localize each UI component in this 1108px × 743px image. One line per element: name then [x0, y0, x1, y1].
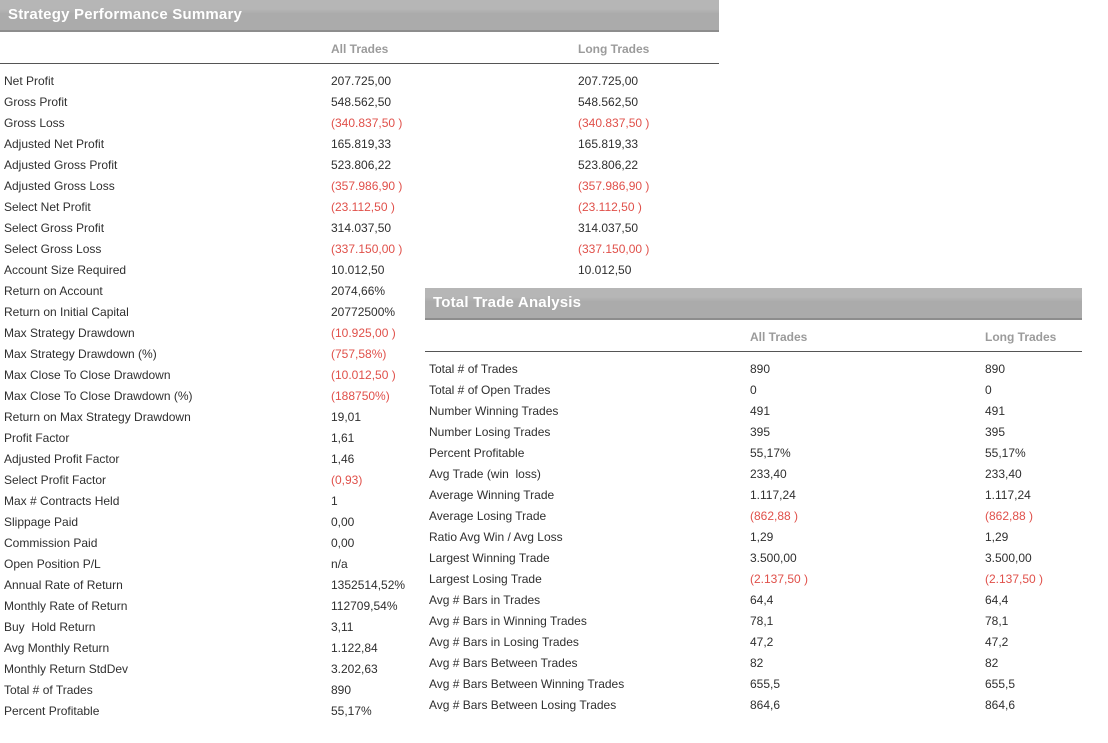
all-trades-value: 2074,66%	[331, 284, 386, 298]
all-trades-value: 82	[750, 656, 764, 670]
all-trades-value: (23.112,50 )	[331, 200, 395, 214]
row-label: Number Losing Trades	[429, 425, 551, 439]
all-trades-value: 112709,54%	[331, 599, 398, 613]
all-trades-value: 1,29	[750, 530, 774, 544]
table-row	[425, 695, 1082, 716]
long-trades-value: 64,4	[985, 593, 1009, 607]
long-trades-value: 1,29	[985, 530, 1009, 544]
long-trades-value: 78,1	[985, 614, 1009, 628]
all-trades-value: 19,01	[331, 410, 362, 424]
row-label: Avg # Bars in Losing Trades	[429, 635, 579, 649]
row-label: Return on Max Strategy Drawdown	[4, 410, 191, 424]
all-trades-value: 1,46	[331, 452, 355, 466]
all-trades-value: 3.500,00	[750, 551, 797, 565]
table-row	[0, 218, 719, 239]
row-label: Open Position P/L	[4, 557, 101, 571]
long-trades-value: 890	[985, 362, 1006, 376]
long-trades-value: (862,88 )	[985, 509, 1034, 523]
long-trades-value: 1.117,24	[985, 488, 1031, 502]
all-trades-value: 1352514,52%	[331, 578, 406, 592]
table-row	[425, 485, 1082, 506]
all-trades-value: 47,2	[750, 635, 774, 649]
all-trades-value: 1.122,84	[331, 641, 378, 655]
row-label: Max Close To Close Drawdown	[4, 368, 171, 382]
row-label: Monthly Return StdDev	[4, 662, 129, 676]
row-label: Avg Monthly Return	[4, 641, 110, 655]
row-label: Slippage Paid	[4, 515, 79, 529]
table-row	[425, 611, 1082, 632]
total-trade-analysis-panel	[425, 288, 1082, 716]
column-header-all-trades: All Trades	[750, 330, 808, 344]
long-trades-value: 47,2	[985, 635, 1009, 649]
row-label: Max # Contracts Held	[4, 494, 120, 508]
row-label: Ratio Avg Win / Avg Loss	[429, 530, 563, 544]
row-label: Profit Factor	[4, 431, 70, 445]
long-trades-value: (357.986,90 )	[578, 179, 650, 193]
column-header-long-trades: Long Trades	[985, 330, 1057, 344]
long-trades-value: (2.137,50 )	[985, 572, 1044, 586]
panel-header-bar	[0, 0, 719, 32]
column-headers	[0, 32, 719, 64]
row-label: Number Winning Trades	[429, 404, 559, 418]
table-row	[425, 443, 1082, 464]
long-trades-value: (340.837,50 )	[578, 116, 650, 130]
row-label: Return on Account	[4, 284, 103, 298]
all-trades-value: 78,1	[750, 614, 774, 628]
row-label: Return on Initial Capital	[4, 305, 129, 319]
row-label: Account Size Required	[4, 263, 127, 277]
all-trades-value: 165.819,33	[331, 137, 392, 151]
table-row	[425, 380, 1082, 401]
row-label: Select Net Profit	[4, 200, 91, 214]
row-label: Gross Profit	[4, 95, 68, 109]
all-trades-value: 864,6	[750, 698, 781, 712]
row-label: Average Winning Trade	[429, 488, 555, 502]
table-body	[425, 352, 1082, 716]
all-trades-value: 64,4	[750, 593, 774, 607]
all-trades-value: (2.137,50 )	[750, 572, 809, 586]
long-trades-value: 3.500,00	[985, 551, 1032, 565]
panel-header-bar	[425, 288, 1082, 320]
row-label: Percent Profitable	[429, 446, 525, 460]
table-row	[425, 632, 1082, 653]
all-trades-value: 20772500%	[331, 305, 396, 319]
table-row	[425, 590, 1082, 611]
row-label: Avg Trade (win loss)	[429, 467, 541, 481]
all-trades-value: (862,88 )	[750, 509, 799, 523]
row-label: Max Strategy Drawdown	[4, 326, 135, 340]
all-trades-value: 233,40	[750, 467, 787, 481]
all-trades-value: 548.562,50	[331, 95, 392, 109]
long-trades-value: (23.112,50 )	[578, 200, 642, 214]
table-row	[0, 197, 719, 218]
row-label: Avg # Bars Between Trades	[429, 656, 578, 670]
row-label: Max Close To Close Drawdown (%)	[4, 389, 193, 403]
all-trades-value: 314.037,50	[331, 221, 392, 235]
all-trades-value: (357.986,90 )	[331, 179, 403, 193]
row-label: Select Gross Profit	[4, 221, 105, 235]
table-row	[425, 506, 1082, 527]
long-trades-value: 233,40	[985, 467, 1022, 481]
column-header-all-trades: All Trades	[331, 42, 389, 56]
table-row	[0, 113, 719, 134]
row-label: Avg # Bars in Winning Trades	[429, 614, 587, 628]
row-label: Max Strategy Drawdown (%)	[4, 347, 157, 361]
all-trades-value: 3.202,63	[331, 662, 378, 676]
table-row	[425, 401, 1082, 422]
table-row	[0, 260, 719, 281]
column-headers	[425, 320, 1082, 352]
all-trades-value: 1	[331, 494, 338, 508]
all-trades-value: 523.806,22	[331, 158, 392, 172]
table-row	[425, 422, 1082, 443]
table-row	[425, 674, 1082, 695]
row-label: Adjusted Gross Profit	[4, 158, 118, 172]
row-label: Adjusted Gross Loss	[4, 179, 115, 193]
long-trades-value: 82	[985, 656, 999, 670]
all-trades-value: (340.837,50 )	[331, 116, 403, 130]
table-row	[425, 527, 1082, 548]
all-trades-value: 0	[750, 383, 757, 397]
all-trades-value: 655,5	[750, 677, 781, 691]
long-trades-value: (337.150,00 )	[578, 242, 650, 256]
table-row	[0, 176, 719, 197]
table-row	[0, 155, 719, 176]
row-label: Total # of Trades	[4, 683, 93, 697]
row-label: Avg # Bars in Trades	[429, 593, 541, 607]
all-trades-value: 10.012,50	[331, 263, 385, 277]
table-row	[425, 464, 1082, 485]
row-label: Annual Rate of Return	[4, 578, 123, 592]
row-label: Commission Paid	[4, 536, 98, 550]
panel-title: Strategy Performance Summary	[8, 6, 243, 23]
row-label: Select Profit Factor	[4, 473, 107, 487]
row-label: Adjusted Net Profit	[4, 137, 105, 151]
row-label: Gross Loss	[4, 116, 65, 130]
row-label: Monthly Rate of Return	[4, 599, 128, 613]
all-trades-value: (188750%)	[331, 389, 390, 403]
all-trades-value: (0,93)	[331, 473, 363, 487]
long-trades-value: 864,6	[985, 698, 1016, 712]
table-row	[425, 569, 1082, 590]
all-trades-value: 491	[750, 404, 771, 418]
all-trades-value: 890	[750, 362, 771, 376]
all-trades-value: 3,11	[331, 620, 354, 634]
all-trades-value: (757,58%)	[331, 347, 387, 361]
row-label: Net Profit	[4, 74, 55, 88]
all-trades-value: (10.012,50 )	[331, 368, 396, 382]
row-label: Average Losing Trade	[429, 509, 547, 523]
all-trades-value: 395	[750, 425, 771, 439]
all-trades-value: 55,17%	[331, 704, 372, 718]
long-trades-value: 523.806,22	[578, 158, 639, 172]
all-trades-value: 1.117,24	[750, 488, 796, 502]
all-trades-value: n/a	[331, 557, 348, 571]
row-label: Percent Profitable	[4, 704, 100, 718]
all-trades-value: (10.925,00 )	[331, 326, 396, 340]
row-label: Avg # Bars Between Winning Trades	[429, 677, 625, 691]
row-label: Total # of Trades	[429, 362, 518, 376]
table-row	[0, 134, 719, 155]
long-trades-value: 165.819,33	[578, 137, 639, 151]
row-label: Select Gross Loss	[4, 242, 102, 256]
table-row	[0, 71, 719, 92]
long-trades-value: 491	[985, 404, 1006, 418]
row-label: Buy Hold Return	[4, 620, 96, 634]
row-label: Largest Losing Trade	[429, 572, 542, 586]
long-trades-value: 0	[985, 383, 992, 397]
all-trades-value: 1,61	[331, 431, 355, 445]
table-row	[425, 653, 1082, 674]
long-trades-value: 10.012,50	[578, 263, 632, 277]
all-trades-value: 0,00	[331, 515, 355, 529]
long-trades-value: 395	[985, 425, 1006, 439]
row-label: Largest Winning Trade	[429, 551, 550, 565]
long-trades-value: 55,17%	[985, 446, 1026, 460]
all-trades-value: (337.150,00 )	[331, 242, 403, 256]
table-row	[425, 359, 1082, 380]
row-label: Avg # Bars Between Losing Trades	[429, 698, 617, 712]
long-trades-value: 207.725,00	[578, 74, 639, 88]
panel-title: Total Trade Analysis	[433, 294, 582, 311]
all-trades-value: 890	[331, 683, 352, 697]
long-trades-value: 548.562,50	[578, 95, 639, 109]
table-row	[0, 92, 719, 113]
long-trades-value: 655,5	[985, 677, 1016, 691]
table-row	[0, 239, 719, 260]
row-label: Total # of Open Trades	[429, 383, 551, 397]
long-trades-value: 314.037,50	[578, 221, 639, 235]
table-row	[425, 548, 1082, 569]
row-label: Adjusted Profit Factor	[4, 452, 120, 466]
all-trades-value: 207.725,00	[331, 74, 392, 88]
all-trades-value: 55,17%	[750, 446, 791, 460]
column-header-long-trades: Long Trades	[578, 42, 650, 56]
all-trades-value: 0,00	[331, 536, 355, 550]
